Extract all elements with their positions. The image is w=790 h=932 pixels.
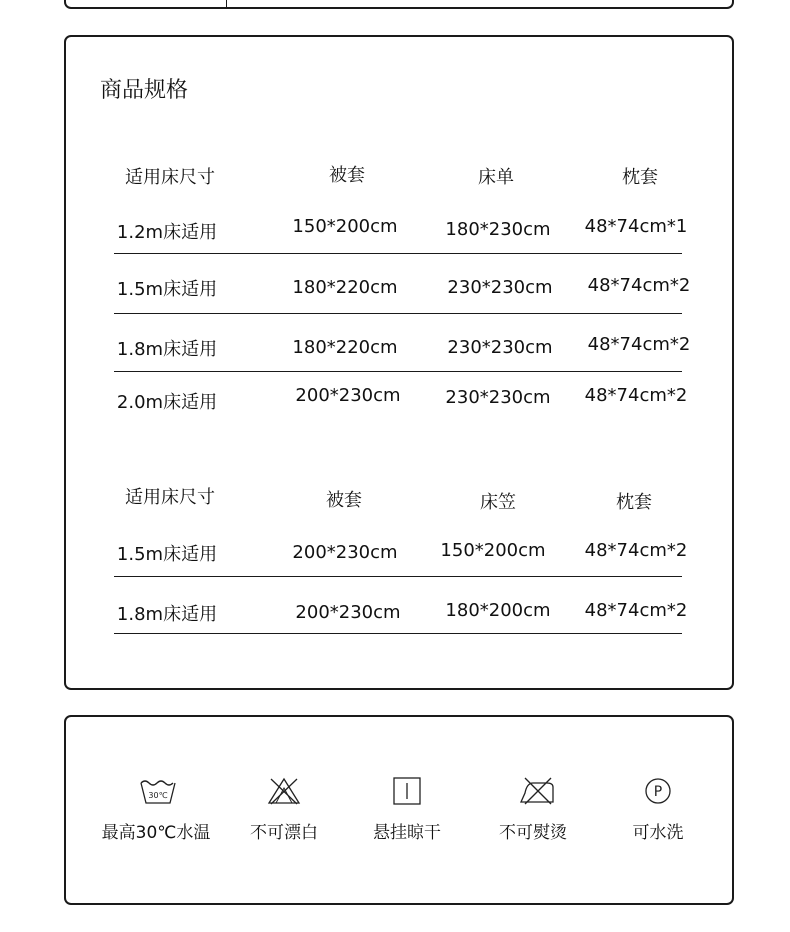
table1-row1-pillowcase: 48*74cm*1	[584, 216, 688, 237]
table-divider	[114, 633, 682, 634]
table1-row1-duvet: 150*200cm	[292, 216, 398, 237]
table-divider	[114, 313, 682, 314]
care-label-wash-temp: 最高30℃水温	[101, 823, 211, 843]
care-label-no-iron: 不可熨烫	[499, 823, 567, 843]
table1-header-size: 适用床尺寸	[125, 167, 215, 188]
table-divider	[114, 576, 682, 577]
table1-row1-size: 1.2m床适用	[116, 222, 218, 243]
table1-row2-duvet: 180*220cm	[292, 277, 398, 298]
spec-title: 商品规格	[100, 78, 189, 103]
wash-temperature-text: 30℃	[148, 791, 168, 800]
table1-row3-sheet: 230*230cm	[447, 337, 553, 358]
table2-row2-size: 1.8m床适用	[116, 604, 218, 625]
table2-header-size: 适用床尺寸	[125, 487, 215, 508]
hang-dry-icon	[387, 777, 427, 805]
table1-row4-size: 2.0m床适用	[116, 392, 218, 413]
table1-row3-duvet: 180*220cm	[292, 337, 398, 358]
table1-row2-sheet: 230*230cm	[447, 277, 553, 298]
table2-row1-duvet: 200*230cm	[292, 542, 398, 563]
table1-row4-sheet: 230*230cm	[445, 387, 551, 408]
table1-row4-duvet: 200*230cm	[295, 385, 401, 406]
care-label-no-bleach: 不可漂白	[250, 823, 318, 843]
top-panel	[64, 0, 734, 9]
table2-header-duvet: 被套	[326, 490, 362, 511]
table1-row3-pillowcase: 48*74cm*2	[587, 334, 691, 355]
table1-row1-sheet: 180*230cm	[445, 219, 551, 240]
spec-panel	[64, 35, 734, 690]
panel-divider	[226, 0, 227, 7]
table2-row2-duvet: 200*230cm	[295, 602, 401, 623]
table1-header-duvet: 被套	[329, 165, 365, 186]
table2-header-pillowcase: 枕套	[616, 492, 652, 513]
table1-row2-pillowcase: 48*74cm*2	[587, 275, 691, 296]
table2-header-fitted-sheet: 床笠	[480, 492, 516, 513]
care-panel	[64, 715, 734, 905]
professional-clean-icon	[638, 777, 678, 805]
professional-clean-letter: P	[653, 784, 663, 800]
table2-row1-fitted-sheet: 150*200cm	[440, 540, 546, 561]
table1-row2-size: 1.5m床适用	[116, 279, 218, 300]
wash-30-icon	[138, 777, 178, 805]
table2-row2-fitted-sheet: 180*200cm	[445, 600, 551, 621]
table2-row2-pillowcase: 48*74cm*2	[584, 600, 688, 621]
table-divider	[114, 371, 682, 372]
table1-header-pillowcase: 枕套	[622, 167, 658, 188]
table-divider	[114, 253, 682, 254]
care-label-hang-dry: 悬挂晾干	[373, 823, 441, 843]
table1-header-sheet: 床单	[478, 167, 514, 188]
table2-row1-pillowcase: 48*74cm*2	[584, 540, 688, 561]
table1-row4-pillowcase: 48*74cm*2	[584, 385, 688, 406]
table2-row1-size: 1.5m床适用	[116, 544, 218, 565]
table1-row3-size: 1.8m床适用	[116, 339, 218, 360]
care-label-washable: 可水洗	[632, 823, 684, 843]
no-iron-icon	[517, 777, 557, 805]
no-bleach-icon	[264, 777, 304, 805]
